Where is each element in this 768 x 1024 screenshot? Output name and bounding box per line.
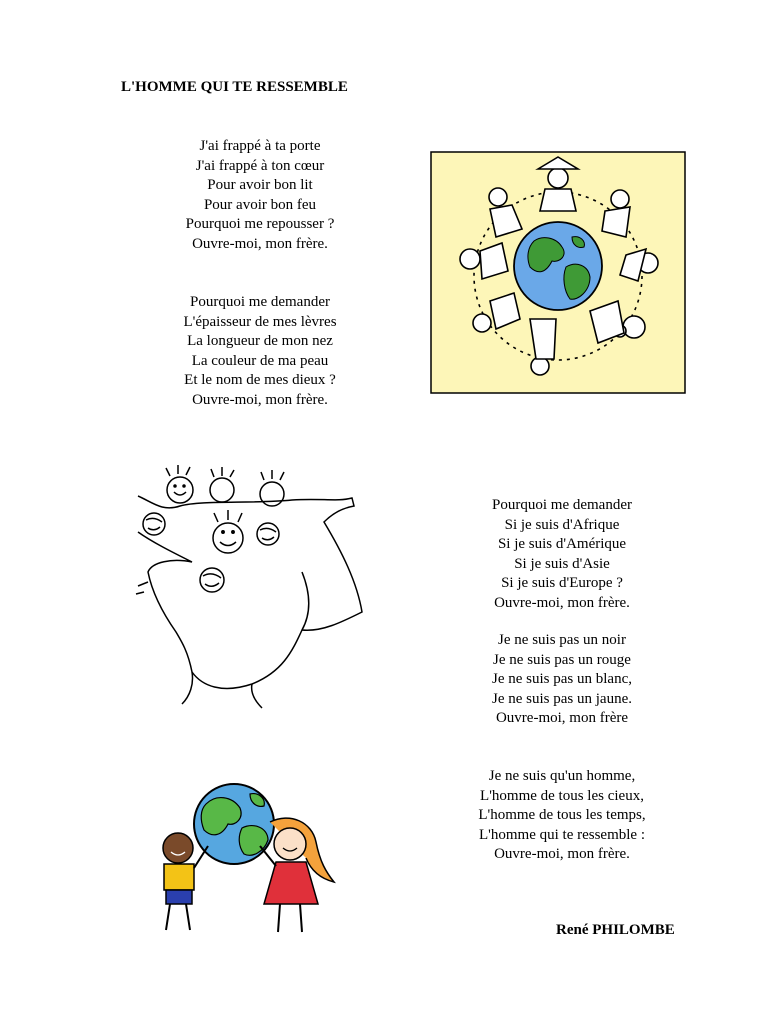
poem-title: L'HOMME QUI TE RESSEMBLE — [121, 79, 348, 95]
children-around-globe-icon — [430, 151, 686, 394]
poem-line: L'homme qui te ressemble : — [479, 826, 645, 843]
stanza-2 — [140, 293, 380, 410]
poem-line: Si je suis d'Amérique — [497, 536, 627, 552]
stanza-5 — [442, 767, 682, 865]
poem-line: Je ne suis pas un noir — [498, 632, 626, 648]
poem-line: Je ne suis pas un rouge — [493, 651, 631, 668]
poem-line: Pourquoi me repousser ? — [185, 216, 335, 232]
stanza-1 — [140, 137, 380, 254]
poem-line: Ouvre-moi, mon frère. — [192, 235, 328, 252]
poem-line: Si je suis d'Europe ? — [501, 575, 623, 591]
poem-line: Je ne suis pas un jaune. — [492, 690, 632, 707]
poem-line: La longueur de mon nez — [187, 333, 333, 349]
poem-line: J'ai frappé à ta porte — [199, 138, 321, 154]
poem-line: Ouvre-moi, mon frère. — [494, 846, 630, 862]
poem-line: Pour avoir bon feu — [203, 196, 317, 213]
poem-line: J'ai frappé à ton cœur — [195, 157, 325, 174]
poem-line: Je ne suis pas un blanc, — [492, 671, 632, 687]
stanza-3 — [442, 496, 682, 613]
poem-line: Ouvre-moi, mon frère. — [494, 594, 630, 611]
poem-line: Ouvre-moi, mon frère — [495, 710, 629, 726]
poem-line: Si je suis d'Afrique — [504, 516, 620, 533]
poem-line: Pour avoir bon lit — [207, 177, 313, 193]
poem-line: La couleur de ma peau — [191, 352, 329, 369]
poem-line: Et le nom de mes dieux ? — [184, 372, 336, 388]
poem-line: Ouvre-moi, mon frère. — [192, 391, 328, 408]
author-name: René PHILOMBE — [556, 922, 675, 938]
poem-line: L'homme de tous les cieux, — [480, 787, 644, 804]
poem-line: L'épaisseur de mes lèvres — [183, 313, 337, 330]
poem-line: Pourquoi me demander — [492, 497, 632, 513]
poem-line: L'homme de tous les temps, — [478, 807, 646, 823]
poem-line: Si je suis d'Asie — [514, 555, 610, 572]
children-sketch-icon — [132, 462, 372, 712]
stanza-4 — [442, 631, 682, 729]
children-holding-globe-icon — [150, 782, 340, 944]
poem-line: Pourquoi me demander — [190, 294, 330, 310]
poem-line: Je ne suis qu'un homme, — [488, 768, 636, 784]
